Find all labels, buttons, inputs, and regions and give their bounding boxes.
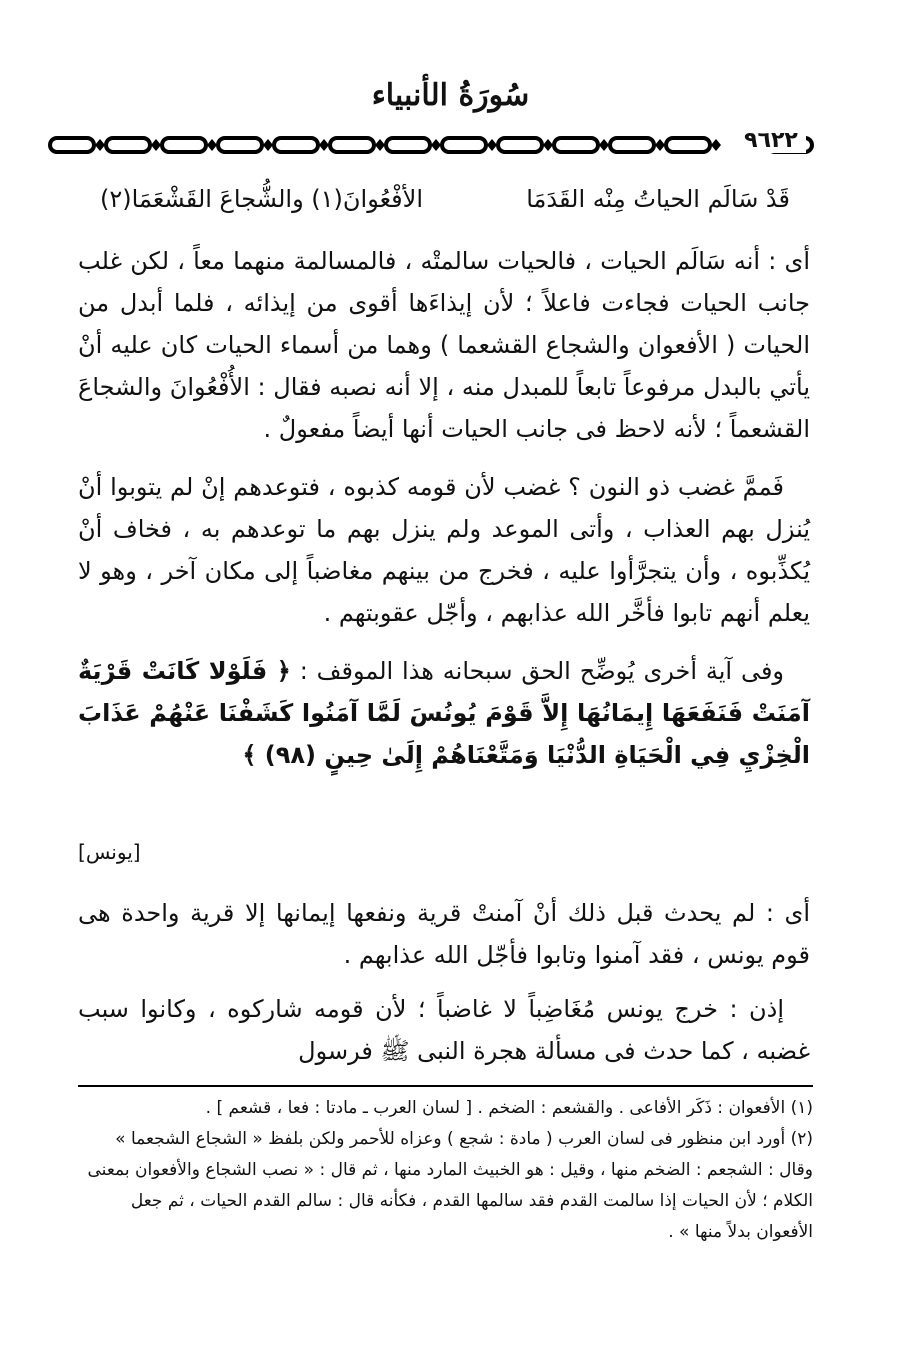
surah-title: سُورَةُ الأنبياء [371,78,530,113]
main-text [78,240,810,776]
paragraph: فَممَّ غضب ذو النون ؟ غضب لأن قومه كذبوه ، فتوعدهم إنْ لم يتوبوا أنْ يُنزل بهم العذاب ، وأتى الموعد ولم ينزل بهم ما توعدهم به ، فخاف أنْ يُكذِّبوه ، وأن يتجرَّأوا عليه ، فخرج من بينهم مغاضباً إلى مكان آخر ، وهو لا يعلم أنهم تابوا فأخَّر الله عذابهم ، وأجّل عقوبتهم . [78,473,810,627]
footnote-divider [78,1085,813,1087]
quran-verse: ﴿ فَلَوْلا كَانَتْ قَرْيَةٌ آمَنَتْ فَنَفَعَهَا إِيمَانُهَا إِلاَّ قَوْمَ يُونُسَ لَمَّا آمَنُوا كَشَفْنَا عَنْهُمْ عَذَابَ الْخِزْيِ فِي الْحَيَاةِ الدُّنْيَا وَمَتَّعْنَاهُمْ إِلَىٰ حِينٍ (٩٨) ﴾ [78,657,810,769]
verse-hemistich-right: قَدْ سَالَم الحياتُ مِنْه القَدَمَا [526,185,790,213]
page-number: ٩٦٢٢ [736,128,806,153]
quran-paragraph [78,650,810,776]
poetry-verse [100,185,790,213]
footnote: (١) الأفعوان : ذَكَر الأفاعى . والقشعم : الضخم . [ لسان العرب ـ مادتا : فعا ، قشعم ] . [205,1098,813,1118]
surah-reference: [يونس] [78,840,141,864]
paragraph: أى : لم يحدث قبل ذلك أنْ آمنتْ قرية ونفعها إيمانها إلا قرية واحدة هى قوم يونس ، فقد آمنوا وتابوا فأجّل الله عذابهم . [78,899,810,969]
paragraph: أى : أنه سَالَم الحيات ، فالحيات سالمتْه ، فالمسالمة منهما معاً ، لكن غلب جانب الحيات فجاءت فاعلاً ؛ لأن إيذاءَها أقوى من إيذائه ، فلما أبدل من الحيات ( الأفعوان والشجاع القشعما ) وهما من أسماء الحيات كان عليه أنْ يأتي بالبدل مرفوعاً تابعاً للمبدل منه ، إلا أنه نصبه فقال : الأُفْعُوانَ والشجاعَ القشعماً ؛ لأنه لاحظ فى جانب الحيات أنها أيضاً مفعولٌ . [78,247,810,443]
footnote: (٢) أورد ابن منظور فى لسان العرب ( مادة : شجع ) وعزاه للأحمر ولكن بلفظ « الشجاع الشجعما » وقال : الشجعم : الضخم منها ، وقيل : هو الخبيث المارد منها ، ثم قال : « نصب الشجاع والأفعوان بمعنى الكلام ؛ لأن الحيات إذا سالمت القدم فقد سالمها القدم ، فكأنه قال : سالم القدم الحيات ، ثم جعل الأفعوان بدلاً منها » . [87,1129,813,1242]
verse-hemistich-left: الأفْعُوانَ(١) والشُّجاعَ القَشْعَمَا(٢) [100,185,424,213]
ornamental-rule [46,133,816,157]
footnotes [78,1093,813,1248]
paragraph: إذن : خرج يونس مُغَاضِباً لا غاضباً ؛ لأن قومه شاركوه ، وكانوا سبب غضبه ، كما حدث فى مسألة هجرة النبى ﷺ فرسول [78,995,810,1065]
quran-intro: وفى آية أخرى يُوضِّح الحق سبحانه هذا الموقف : [299,657,785,685]
main-text-continued [78,892,810,1072]
